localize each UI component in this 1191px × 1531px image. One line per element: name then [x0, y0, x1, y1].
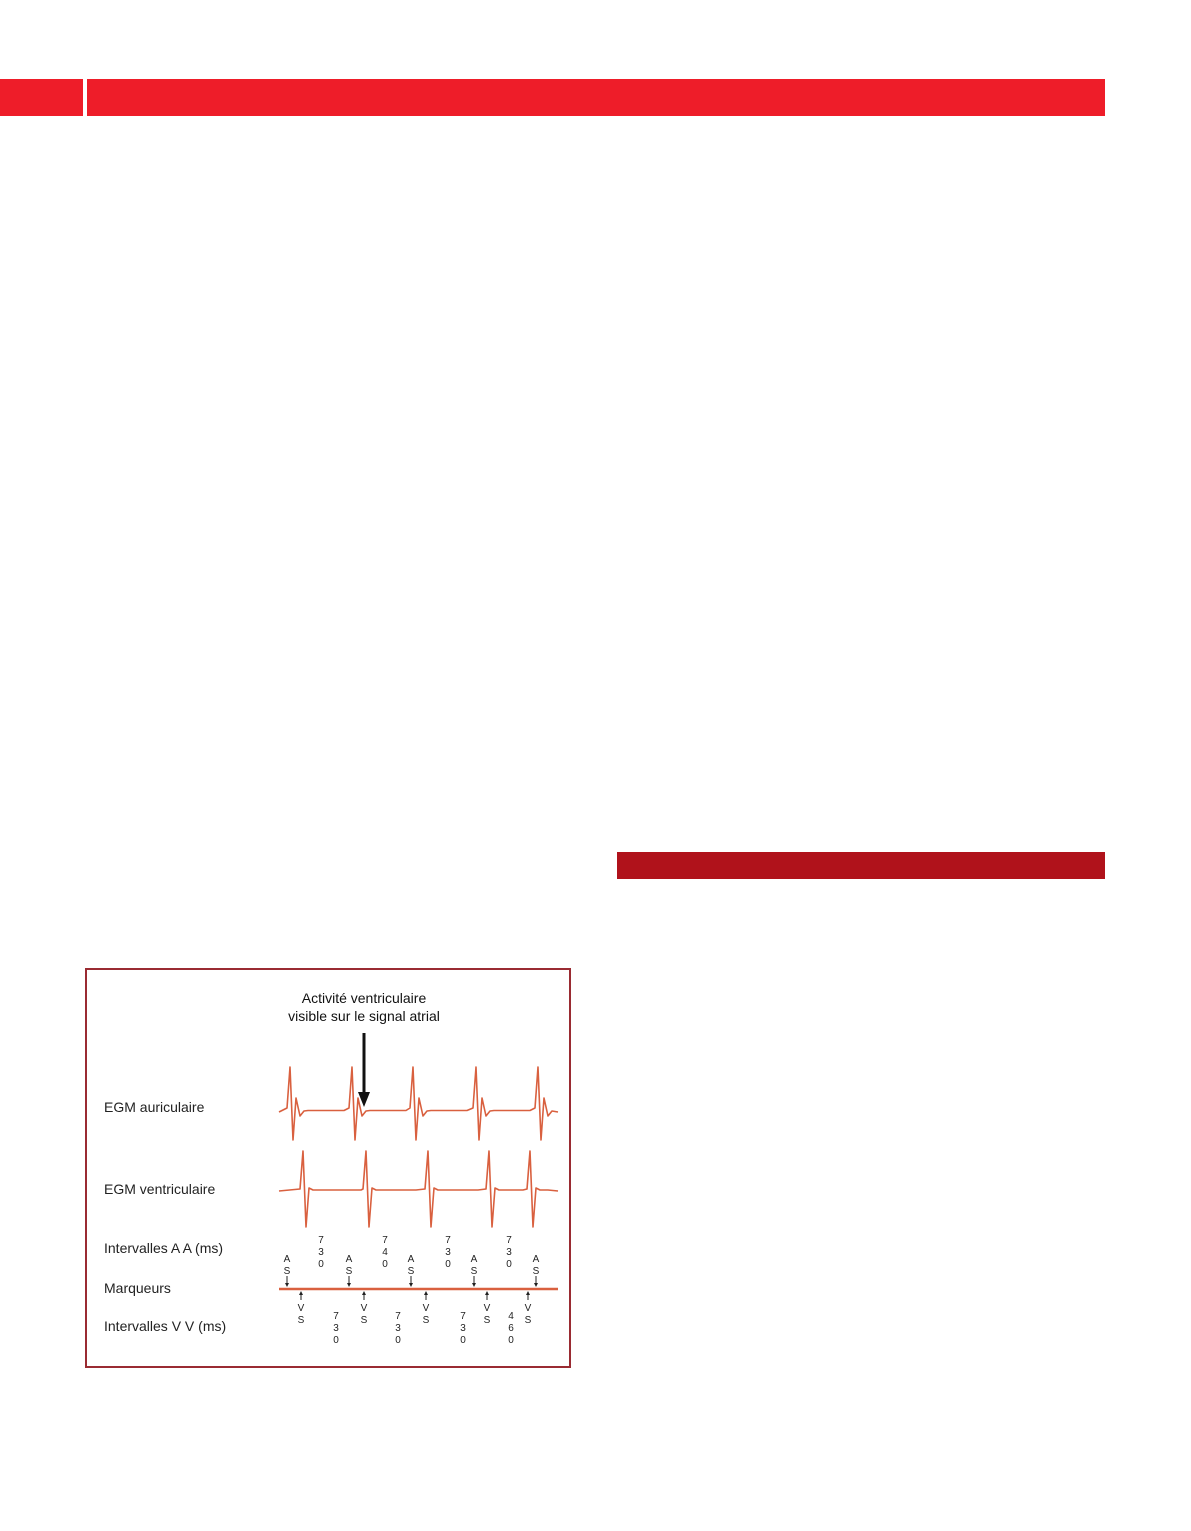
label-ventricular-egm: EGM ventriculaire	[104, 1181, 216, 1197]
aa-interval-value: 7 3 0	[318, 1235, 324, 1270]
vs-marker-v: V	[524, 1303, 532, 1314]
as-marker-a: A	[470, 1254, 478, 1265]
aa-interval-value: 7 3 0	[506, 1235, 512, 1270]
vs-marker	[484, 1291, 491, 1326]
vs-marker-v: V	[422, 1303, 430, 1314]
vs-marker	[525, 1291, 532, 1326]
as-marker-a: A	[345, 1254, 353, 1265]
vv-interval-value: 7 3 0	[460, 1311, 466, 1346]
egm-figure-svg	[87, 970, 569, 1366]
annotation-line-2: visible sur le signal atrial	[288, 1008, 440, 1024]
aa-interval-value: 7 3 0	[445, 1235, 451, 1270]
label-aa-intervals: Intervalles A A (ms)	[104, 1240, 224, 1256]
section-header-bar	[617, 852, 1105, 879]
vs-marker-s: S	[297, 1315, 305, 1326]
as-marker	[533, 1254, 540, 1287]
as-marker-s: S	[470, 1266, 478, 1277]
ventricular-egm-trace	[279, 1151, 558, 1227]
egm-figure	[85, 968, 571, 1368]
vs-marker-s: S	[422, 1315, 430, 1326]
as-marker	[471, 1254, 478, 1287]
as-marker-s: S	[283, 1266, 291, 1277]
as-marker-a: A	[407, 1254, 415, 1265]
annotation-arrow-icon	[358, 1033, 370, 1107]
vv-interval-value: 7 3 0	[395, 1311, 401, 1346]
vs-marker	[423, 1291, 430, 1326]
as-marker	[284, 1254, 291, 1287]
vs-marker-s: S	[360, 1315, 368, 1326]
as-marker-s: S	[345, 1266, 353, 1277]
vv-interval-value: 7 3 0	[333, 1311, 339, 1346]
vs-marker	[361, 1291, 368, 1326]
label-markers: Marqueurs	[104, 1280, 171, 1296]
aa-interval-value: 7 4 0	[382, 1235, 388, 1270]
vs-marker	[298, 1291, 305, 1326]
as-marker-s: S	[532, 1266, 540, 1277]
vv-interval-value: 4 6 0	[508, 1311, 514, 1346]
label-vv-intervals: Intervalles V V (ms)	[104, 1318, 227, 1334]
label-atrial-egm: EGM auriculaire	[104, 1099, 205, 1115]
header-bar	[87, 79, 1105, 116]
annotation-line-1: Activité ventriculaire	[301, 990, 427, 1006]
vs-marker-s: S	[483, 1315, 491, 1326]
as-marker-s: S	[407, 1266, 415, 1277]
as-marker-a: A	[283, 1254, 291, 1265]
atrial-egm-trace	[279, 1067, 558, 1140]
as-marker	[346, 1254, 353, 1287]
vs-marker-v: V	[360, 1303, 368, 1314]
as-marker-a: A	[532, 1254, 540, 1265]
vs-marker-v: V	[483, 1303, 491, 1314]
vs-marker-s: S	[524, 1315, 532, 1326]
as-marker	[408, 1254, 415, 1287]
header-bar-left	[0, 79, 83, 116]
vs-marker-v: V	[297, 1303, 305, 1314]
